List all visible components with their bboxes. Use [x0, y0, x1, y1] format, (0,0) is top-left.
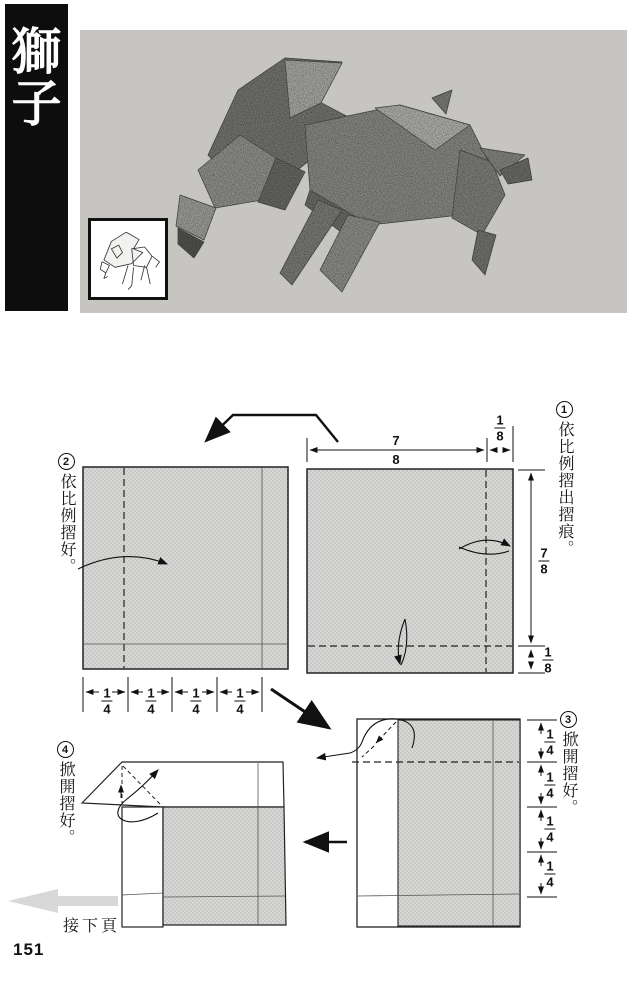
step1-number-icon: 1: [556, 401, 573, 418]
step3-diagram: [317, 719, 557, 927]
step1-label: 1 依比例摺出摺痕。: [552, 401, 576, 557]
dim-label-1-4: $\frac{1}{4}$: [546, 726, 554, 758]
continue-next-page-label: 接下頁: [63, 918, 121, 935]
dim-label-1-4: $\frac{1}{4}$: [103, 685, 111, 717]
dim-label-1-8: $\frac{1}{8}$: [496, 412, 504, 444]
page-number: 151: [13, 940, 45, 959]
dim-label-1-8: $\frac{1}{8}$: [544, 644, 552, 676]
step2-diagram: [78, 467, 288, 712]
step3-number-icon: 3: [560, 711, 577, 728]
dim-label-1-4: $\frac{1}{4}$: [546, 813, 554, 845]
dim-label-1-4: $\frac{1}{4}$: [192, 685, 200, 717]
step2-label: 2 依比例摺好。: [54, 453, 78, 575]
next-page-arrow-icon: [8, 889, 118, 913]
dimension-lines-top: [307, 426, 513, 462]
step2-to-step3-arrow: [271, 689, 329, 728]
dim-label-1-4: $\frac{1}{4}$: [147, 685, 155, 717]
dim-label-7-8: $\frac{7}{8}$: [540, 545, 548, 577]
page-title: 子: [11, 76, 62, 132]
dim-label-7-8: 7 8: [392, 433, 400, 467]
dim-label-1-4: $\frac{1}{4}$: [236, 685, 244, 717]
dim-label-1-4: $\frac{1}{4}$: [546, 858, 554, 890]
page-title: 獅: [11, 24, 62, 80]
step2-number-icon: 2: [58, 453, 75, 470]
step3-label: 3 掀開摺好。: [556, 711, 580, 816]
step4-number-icon: 4: [57, 741, 74, 758]
step1-diagram: [307, 426, 545, 673]
step4-label: 4 掀開摺好。: [53, 741, 77, 846]
step1-to-step2-arrow: [206, 415, 338, 442]
dim-label-1-4: $\frac{1}{4}$: [546, 769, 554, 801]
